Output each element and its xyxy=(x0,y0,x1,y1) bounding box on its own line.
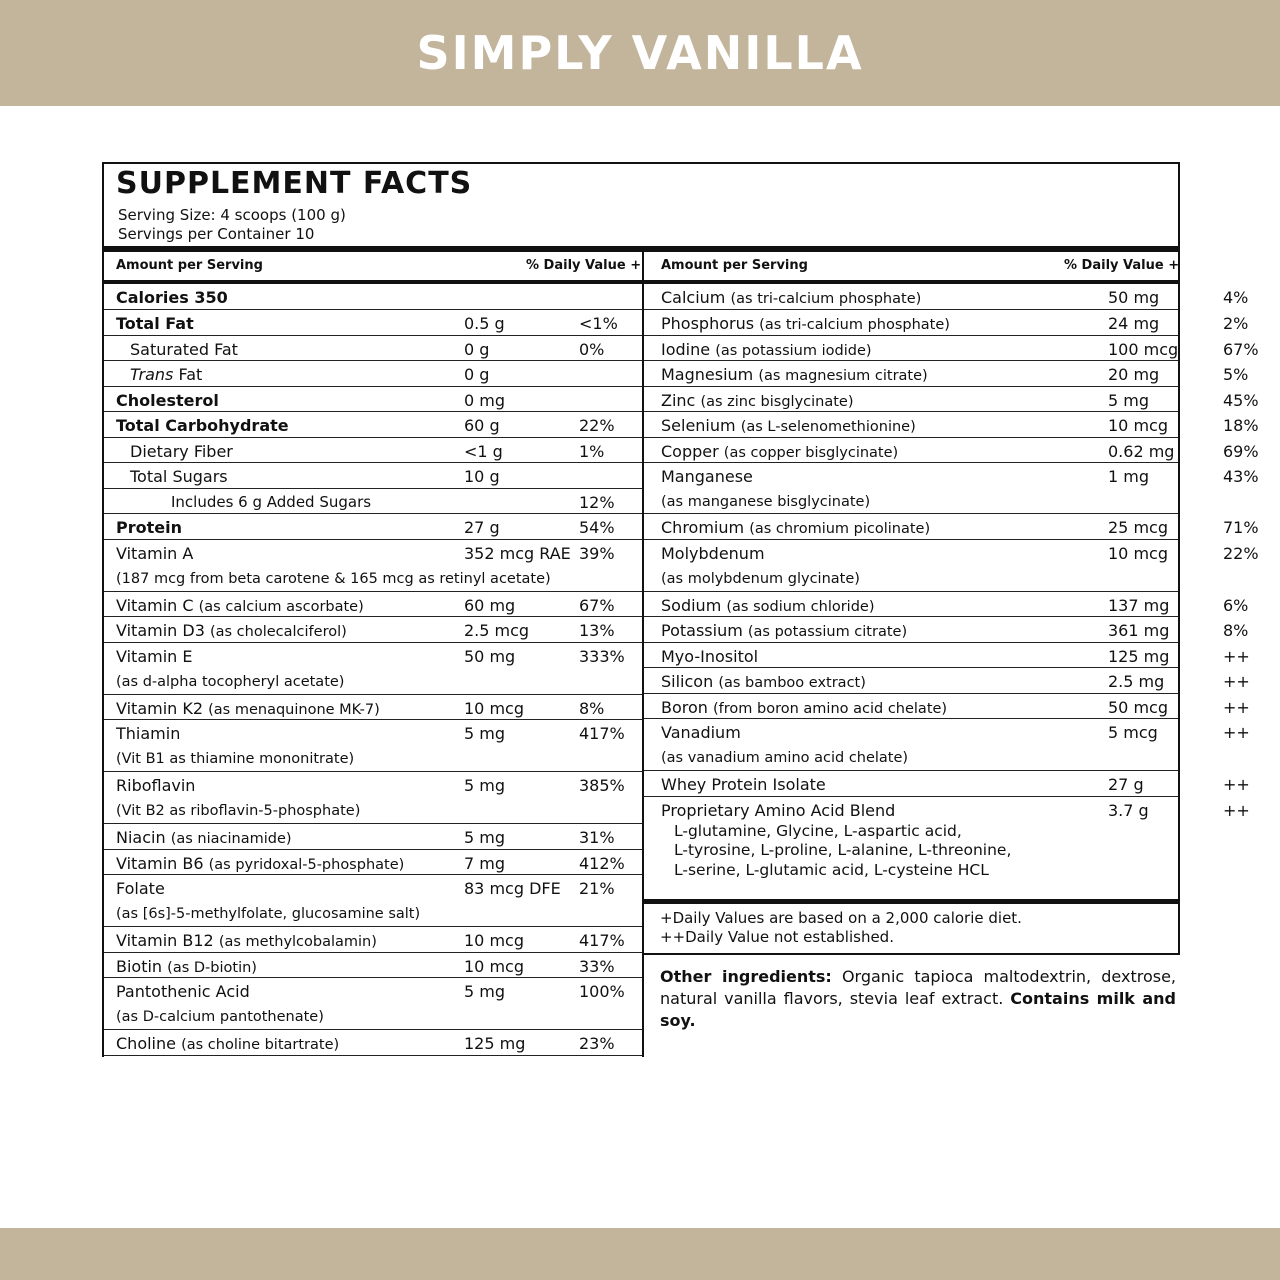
nutrient-row xyxy=(644,438,1259,464)
nutrient-source-line: (Vit B1 as thiamine mononitrate) xyxy=(116,751,355,767)
nutrient-name: Boron xyxy=(661,697,708,717)
nutrient-name: Vitamin A xyxy=(116,543,194,563)
nutrient-name-cell xyxy=(116,699,380,718)
nutrient-daily-value: ++ xyxy=(1223,775,1250,794)
nutrient-name: Magnesium xyxy=(661,365,754,384)
nutrient-source: (as potassium iodide) xyxy=(715,342,872,359)
nutrient-daily-value: 18% xyxy=(1223,416,1259,435)
nutrient-name-cell xyxy=(116,544,193,563)
ingredients-label: Other ingredients: xyxy=(660,967,832,986)
nutrient-row xyxy=(104,850,642,876)
supplement-facts-panel xyxy=(102,162,1259,1054)
nutrient-name: Choline xyxy=(116,1034,176,1053)
nutrient-name-cell xyxy=(116,442,233,461)
nutrient-row xyxy=(104,387,642,413)
nutrient-source: (from boron amino acid chelate) xyxy=(713,700,948,717)
nutrient-row xyxy=(104,463,642,489)
nutrient-name: Protein xyxy=(116,518,182,537)
nutrient-name: Chromium xyxy=(661,518,745,537)
nutrient-name: Saturated Fat xyxy=(130,339,238,359)
nutrient-name-cell xyxy=(661,723,741,742)
nutrient-name-cell xyxy=(116,416,289,435)
nutrient-name-cell xyxy=(661,288,921,307)
nutrient-name-cell xyxy=(661,621,907,640)
nutrient-name: Calories 350 xyxy=(116,288,228,307)
nutrient-row xyxy=(644,668,1250,694)
nutrient-daily-value: 1% xyxy=(579,441,605,461)
facts-title: SUPPLEMENT FACTS xyxy=(116,166,473,201)
footnote-line-1: +Daily Values are based on a 2,000 calorie diet. xyxy=(660,909,1022,927)
nutrient-row xyxy=(644,719,1250,771)
nutrient-row xyxy=(104,310,642,336)
ingredients-text: Organic tapioca maltodextrin, dextrose, natural vanilla flavors, stevia leaf extract. xyxy=(660,967,1177,1008)
nutrient-row xyxy=(104,592,642,618)
nutrient-source: (as niacinamide) xyxy=(170,831,292,847)
nutrient-name: Niacin xyxy=(116,828,166,847)
nutrient-amount: 50 mg xyxy=(1108,288,1160,307)
nutrient-daily-value: 71% xyxy=(1223,518,1259,537)
nutrient-row xyxy=(644,514,1259,540)
nutrient-name-cell xyxy=(661,544,765,563)
nutrient-source-line: (Vit B2 as riboflavin-5-phosphate) xyxy=(116,803,361,819)
nutrient-daily-value: 417% xyxy=(579,931,625,950)
nutrient-amount: 50 mg xyxy=(464,646,516,666)
nutrient-row xyxy=(644,284,1249,310)
nutrient-amount: 0 g xyxy=(464,365,490,384)
nutrient-amount: 125 mg xyxy=(1108,646,1170,666)
nutrient-name: Silicon xyxy=(661,672,714,691)
nutrient-amount: 20 mg xyxy=(1108,365,1160,384)
nutrient-name: Folate xyxy=(116,879,165,898)
nutrient-row xyxy=(644,797,1250,887)
nutrient-source: (as sodium chloride) xyxy=(726,598,875,615)
nutrient-row xyxy=(644,387,1259,413)
nutrient-daily-value: 100% xyxy=(579,982,625,1001)
nutrient-source: (as cholecalciferol) xyxy=(209,624,347,640)
nutrient-daily-value: 8% xyxy=(1223,621,1249,640)
nutrient-amount: 60 g xyxy=(464,416,500,435)
nutrient-daily-value: 0% xyxy=(579,339,605,359)
nutrient-name: Potassium xyxy=(661,621,743,640)
nutrient-name: Total Fat xyxy=(116,314,194,333)
nutrient-row xyxy=(644,361,1249,387)
footnote-border xyxy=(642,953,1180,955)
nutrient-name-cell xyxy=(116,365,202,384)
nutrient-daily-value: 69% xyxy=(1223,441,1259,461)
nutrient-name: Pantothenic Acid xyxy=(116,982,250,1001)
nutrient-daily-value: 2% xyxy=(1223,314,1249,333)
nutrient-daily-value: 67% xyxy=(579,595,615,615)
allergen-statement: Contains milk and soy. xyxy=(660,989,1177,1030)
nutrient-name: Selenium xyxy=(661,416,736,435)
nutrient-name-cell xyxy=(116,854,404,873)
serving-size: Serving Size: 4 scoops (100 g) xyxy=(118,206,346,224)
nutrient-name-cell xyxy=(116,391,219,410)
nutrient-name-italic: Trans xyxy=(130,365,174,384)
nutrient-row xyxy=(104,361,642,387)
nutrient-name-cell xyxy=(661,442,898,461)
nutrient-name-cell xyxy=(116,596,364,615)
nutrient-row xyxy=(644,336,1259,362)
nutrient-daily-value: 22% xyxy=(1223,543,1259,563)
nutrient-row xyxy=(104,336,642,362)
nutrient-amount: 10 g xyxy=(464,467,500,486)
nutrient-name-cell xyxy=(661,698,947,717)
nutrient-row xyxy=(104,438,642,464)
nutrient-name: Proprietary Amino Acid Blend xyxy=(661,800,896,820)
daily-value-footnote xyxy=(660,909,1022,947)
amino-blend-line: L-tyrosine, L-proline, L-alanine, L-threonine, xyxy=(674,841,1012,859)
nutrient-name-cell xyxy=(661,672,866,691)
nutrient-name: Vitamin K2 xyxy=(116,698,204,718)
nutrient-name: Vitamin B6 xyxy=(116,853,204,873)
nutrient-row xyxy=(644,617,1249,643)
nutrient-source: (as menaquinone MK-7) xyxy=(208,701,380,718)
nutrient-amount: 60 mg xyxy=(464,595,516,615)
nutrient-name-cell xyxy=(661,775,826,794)
nutrient-row xyxy=(644,463,1259,514)
nutrient-daily-value: 31% xyxy=(579,828,615,847)
nutrient-daily-value: 43% xyxy=(1223,467,1259,486)
nutrient-daily-value: 33% xyxy=(579,956,615,976)
top-banner xyxy=(0,0,1280,106)
nutrient-source: (as methylcobalamin) xyxy=(218,934,377,950)
nutrient-amount: 10 mcg xyxy=(1108,543,1168,563)
nutrient-name: Dietary Fiber xyxy=(130,441,233,461)
nutrient-row xyxy=(104,643,642,695)
nutrient-amount: 27 g xyxy=(1108,775,1144,794)
nutrient-amount: <1 g xyxy=(464,441,503,461)
nutrient-name: Vitamin B12 xyxy=(116,931,214,950)
nutrient-name-cell xyxy=(116,314,194,333)
nutrient-source: (as chromium picolinate) xyxy=(749,521,931,537)
nutrient-amount: 2.5 mcg xyxy=(464,621,530,640)
nutrient-name: Molybdenum xyxy=(661,543,765,563)
nutrient-source: (as L-selenomethionine) xyxy=(740,419,916,435)
nutrient-amount: 50 mcg xyxy=(1108,697,1168,717)
nutrient-name-cell xyxy=(661,391,854,410)
nutrient-name-cell xyxy=(116,828,292,847)
nutrient-name-cell xyxy=(661,518,930,537)
nutrient-name: Vitamin C xyxy=(116,595,194,615)
nutrient-name-cell xyxy=(661,416,916,435)
amino-blend-line: L-glutamine, Glycine, L-aspartic acid, xyxy=(674,821,962,840)
nutrient-source: (as potassium citrate) xyxy=(747,624,908,640)
nutrient-name-cell xyxy=(116,1034,339,1053)
nutrient-name: Phosphorus xyxy=(661,314,755,333)
nutrient-amount: 10 mcg xyxy=(464,956,524,976)
nutrient-source-line: (as D-calcium pantothenate) xyxy=(116,1009,324,1025)
nutrient-name: Vanadium xyxy=(661,723,741,742)
nutrient-row xyxy=(104,927,642,953)
nutrient-name-cell xyxy=(116,879,165,898)
nutrient-name-cell xyxy=(116,621,347,640)
right-dv-header: % Daily Value + xyxy=(1064,258,1180,273)
nutrient-daily-value: 22% xyxy=(579,416,615,435)
nutrient-daily-value: 21% xyxy=(579,879,615,898)
nutrient-row xyxy=(104,617,642,643)
nutrient-daily-value: 23% xyxy=(579,1034,615,1053)
nutrient-name-cell xyxy=(116,493,371,511)
nutrient-name-cell xyxy=(661,365,928,384)
nutrient-name-cell xyxy=(116,957,257,976)
nutrient-name: Biotin xyxy=(116,956,163,976)
nutrient-name: Vitamin E xyxy=(116,646,193,666)
nutrient-daily-value: 67% xyxy=(1223,339,1259,359)
nutrient-amount: 5 mg xyxy=(464,982,506,1001)
nutrient-row xyxy=(104,978,642,1030)
serving-info xyxy=(118,206,346,244)
nutrient-amount: 0.62 mg xyxy=(1108,441,1175,461)
nutrient-row xyxy=(104,720,642,772)
nutrient-amount: 7 mg xyxy=(464,853,506,873)
nutrient-row xyxy=(104,695,642,721)
nutrient-name-cell xyxy=(661,314,950,333)
nutrient-amount: 100 mcg xyxy=(1108,339,1179,359)
nutrient-source: (as tri-calcium phosphate) xyxy=(759,317,950,333)
nutrient-amount: 0.5 g xyxy=(464,314,505,333)
nutrient-source: (as pyridoxal-5-phosphate) xyxy=(208,856,405,873)
nutrient-source-line: (as manganese bisglycinate) xyxy=(661,494,871,510)
nutrient-amount: 352 mcg RAE xyxy=(464,543,571,563)
nutrient-name: Copper xyxy=(661,441,719,461)
nutrient-amount: 5 mg xyxy=(464,828,506,847)
amino-blend-ingredients xyxy=(674,822,1011,881)
nutrient-row xyxy=(104,514,642,540)
nutrient-source-line: (as vanadium amino acid chelate) xyxy=(661,750,909,766)
nutrient-row xyxy=(644,310,1249,336)
nutrient-source: (as zinc bisglycinate) xyxy=(700,393,854,410)
nutrient-name-cell xyxy=(116,467,228,486)
nutrient-name-cell xyxy=(116,931,377,950)
nutrient-daily-value: ++ xyxy=(1223,800,1250,820)
nutrient-name: Sodium xyxy=(661,595,722,615)
nutrient-name-cell xyxy=(116,982,250,1001)
nutrient-name-cell xyxy=(116,724,180,743)
nutrient-amount: 25 mcg xyxy=(1108,518,1168,537)
nutrient-amount: 5 mg xyxy=(1108,390,1150,410)
nutrient-daily-value: 13% xyxy=(579,621,615,640)
nutrient-name: Iodine xyxy=(661,339,711,359)
nutrient-amount: 5 mcg xyxy=(1108,723,1158,742)
nutrient-amount: 2.5 mg xyxy=(1108,672,1165,691)
nutrient-source: (as calcium ascorbate) xyxy=(198,598,364,615)
nutrient-name: Whey Protein Isolate xyxy=(661,775,826,794)
nutrient-row xyxy=(104,540,642,592)
nutrient-source: (as copper bisglycinate) xyxy=(723,444,899,461)
nutrient-name: Cholesterol xyxy=(116,390,219,410)
nutrient-amount: 5 mg xyxy=(464,724,506,743)
nutrient-daily-value: <1% xyxy=(579,314,618,333)
nutrient-amount: 83 mcg DFE xyxy=(464,879,561,898)
amino-blend-line: L-serine, L-glutamic acid, L-cysteine HCL xyxy=(674,860,989,879)
nutrient-amount: 361 mg xyxy=(1108,621,1170,640)
nutrient-daily-value: 45% xyxy=(1223,390,1259,410)
nutrient-amount: 5 mg xyxy=(464,776,506,795)
servings-per-container: Servings per Container 10 xyxy=(118,225,315,243)
nutrient-row xyxy=(104,953,642,979)
nutrient-name: Includes 6 g Added Sugars xyxy=(171,492,372,511)
nutrient-amount: 0 g xyxy=(464,339,490,359)
nutrient-source: (as D-biotin) xyxy=(167,959,257,976)
nutrient-daily-value: 412% xyxy=(579,853,625,873)
nutrient-amount: 10 mcg xyxy=(464,931,524,950)
nutrient-source: (as choline bitartrate) xyxy=(181,1037,340,1053)
nutrient-daily-value: ++ xyxy=(1223,646,1250,666)
nutrient-name: Vitamin D3 xyxy=(116,621,205,640)
nutrient-name: Manganese xyxy=(661,467,753,486)
bottom-banner xyxy=(0,1228,1280,1280)
nutrient-row xyxy=(104,489,642,515)
nutrient-name-cell xyxy=(661,801,895,820)
nutrient-daily-value: 333% xyxy=(579,646,625,666)
nutrient-row xyxy=(104,1030,642,1056)
nutrient-daily-value: 8% xyxy=(579,698,605,718)
nutrient-row xyxy=(104,412,642,438)
nutrient-source-line: (as d-alpha tocopheryl acetate) xyxy=(116,673,345,690)
nutrient-row xyxy=(104,772,642,824)
nutrient-amount: 1 mg xyxy=(1108,467,1150,486)
nutrient-daily-value: 417% xyxy=(579,724,625,743)
nutrient-name: Calcium xyxy=(661,288,726,307)
other-ingredients xyxy=(660,966,1176,1032)
nutrient-amount: 24 mg xyxy=(1108,314,1160,333)
nutrient-name: Riboflavin xyxy=(116,776,196,795)
nutrient-name-cell xyxy=(116,776,195,795)
nutrient-daily-value: ++ xyxy=(1223,672,1250,691)
nutrient-row xyxy=(104,284,642,310)
footnote-divider xyxy=(642,899,1180,904)
nutrient-daily-value: 4% xyxy=(1223,288,1249,307)
nutrient-amount: 27 g xyxy=(464,518,500,537)
nutrient-daily-value: 385% xyxy=(579,776,625,795)
nutrient-name: Total Sugars xyxy=(130,467,228,486)
nutrient-daily-value: 54% xyxy=(579,518,615,537)
nutrient-source-line: (as [6s]-5-methylfolate, glucosamine salt) xyxy=(116,906,421,922)
left-dv-header: % Daily Value + xyxy=(526,258,642,273)
nutrient-daily-value: 12% xyxy=(579,492,615,512)
nutrient-name-cell xyxy=(116,518,182,537)
nutrient-daily-value: 6% xyxy=(1223,595,1249,615)
nutrient-amount: 10 mcg xyxy=(1108,416,1168,435)
left-amount-header: Amount per Serving xyxy=(116,258,263,273)
nutrient-amount: 125 mg xyxy=(464,1034,526,1053)
nutrient-row xyxy=(644,412,1259,438)
nutrient-row xyxy=(644,592,1249,618)
nutrient-name: Myo-Inositol xyxy=(661,646,759,666)
nutrient-source-line: (as molybdenum glycinate) xyxy=(661,570,860,587)
nutrient-amount: 3.7 g xyxy=(1108,800,1149,820)
nutrient-daily-value: 39% xyxy=(579,543,615,563)
nutrient-source-line: (187 mcg from beta carotene & 165 mcg as retinyl acetate) xyxy=(116,570,551,587)
nutrient-daily-value: 5% xyxy=(1223,365,1249,384)
left-nutrient-column xyxy=(104,284,642,1056)
nutrient-row xyxy=(644,694,1250,720)
nutrient-name-cell xyxy=(661,596,875,615)
right-nutrient-column xyxy=(644,284,1259,887)
panel-border-top xyxy=(102,162,1180,164)
nutrient-name: Zinc xyxy=(661,390,696,410)
nutrient-name-cell xyxy=(116,647,192,666)
nutrient-name-cell xyxy=(661,340,872,359)
nutrient-source: (as tri-calcium phosphate) xyxy=(730,291,922,307)
nutrient-source: (as bamboo extract) xyxy=(718,675,866,691)
nutrient-row xyxy=(104,875,642,927)
nutrient-name-cell xyxy=(116,288,228,307)
nutrient-name: Thiamin xyxy=(116,724,181,743)
nutrient-daily-value: ++ xyxy=(1223,697,1250,717)
nutrient-row xyxy=(644,643,1250,669)
nutrient-name-cell xyxy=(661,647,758,666)
product-title: SIMPLY VANILLA xyxy=(416,26,864,80)
nutrient-row xyxy=(644,771,1250,797)
nutrient-row xyxy=(644,540,1259,592)
nutrient-row xyxy=(104,824,642,850)
nutrient-source: (as magnesium citrate) xyxy=(758,368,928,384)
nutrient-daily-value: ++ xyxy=(1223,723,1250,742)
right-amount-header: Amount per Serving xyxy=(661,258,808,273)
nutrient-name: Total Carbohydrate xyxy=(116,416,289,435)
nutrient-name-cell xyxy=(116,340,238,359)
nutrient-amount: 10 mcg xyxy=(464,698,524,718)
nutrient-name: Fat xyxy=(178,365,203,384)
nutrient-amount: 137 mg xyxy=(1108,595,1170,615)
footnote-line-2: ++Daily Value not established. xyxy=(660,928,894,946)
nutrient-amount: 0 mg xyxy=(464,390,506,410)
nutrient-name-cell xyxy=(661,467,753,486)
